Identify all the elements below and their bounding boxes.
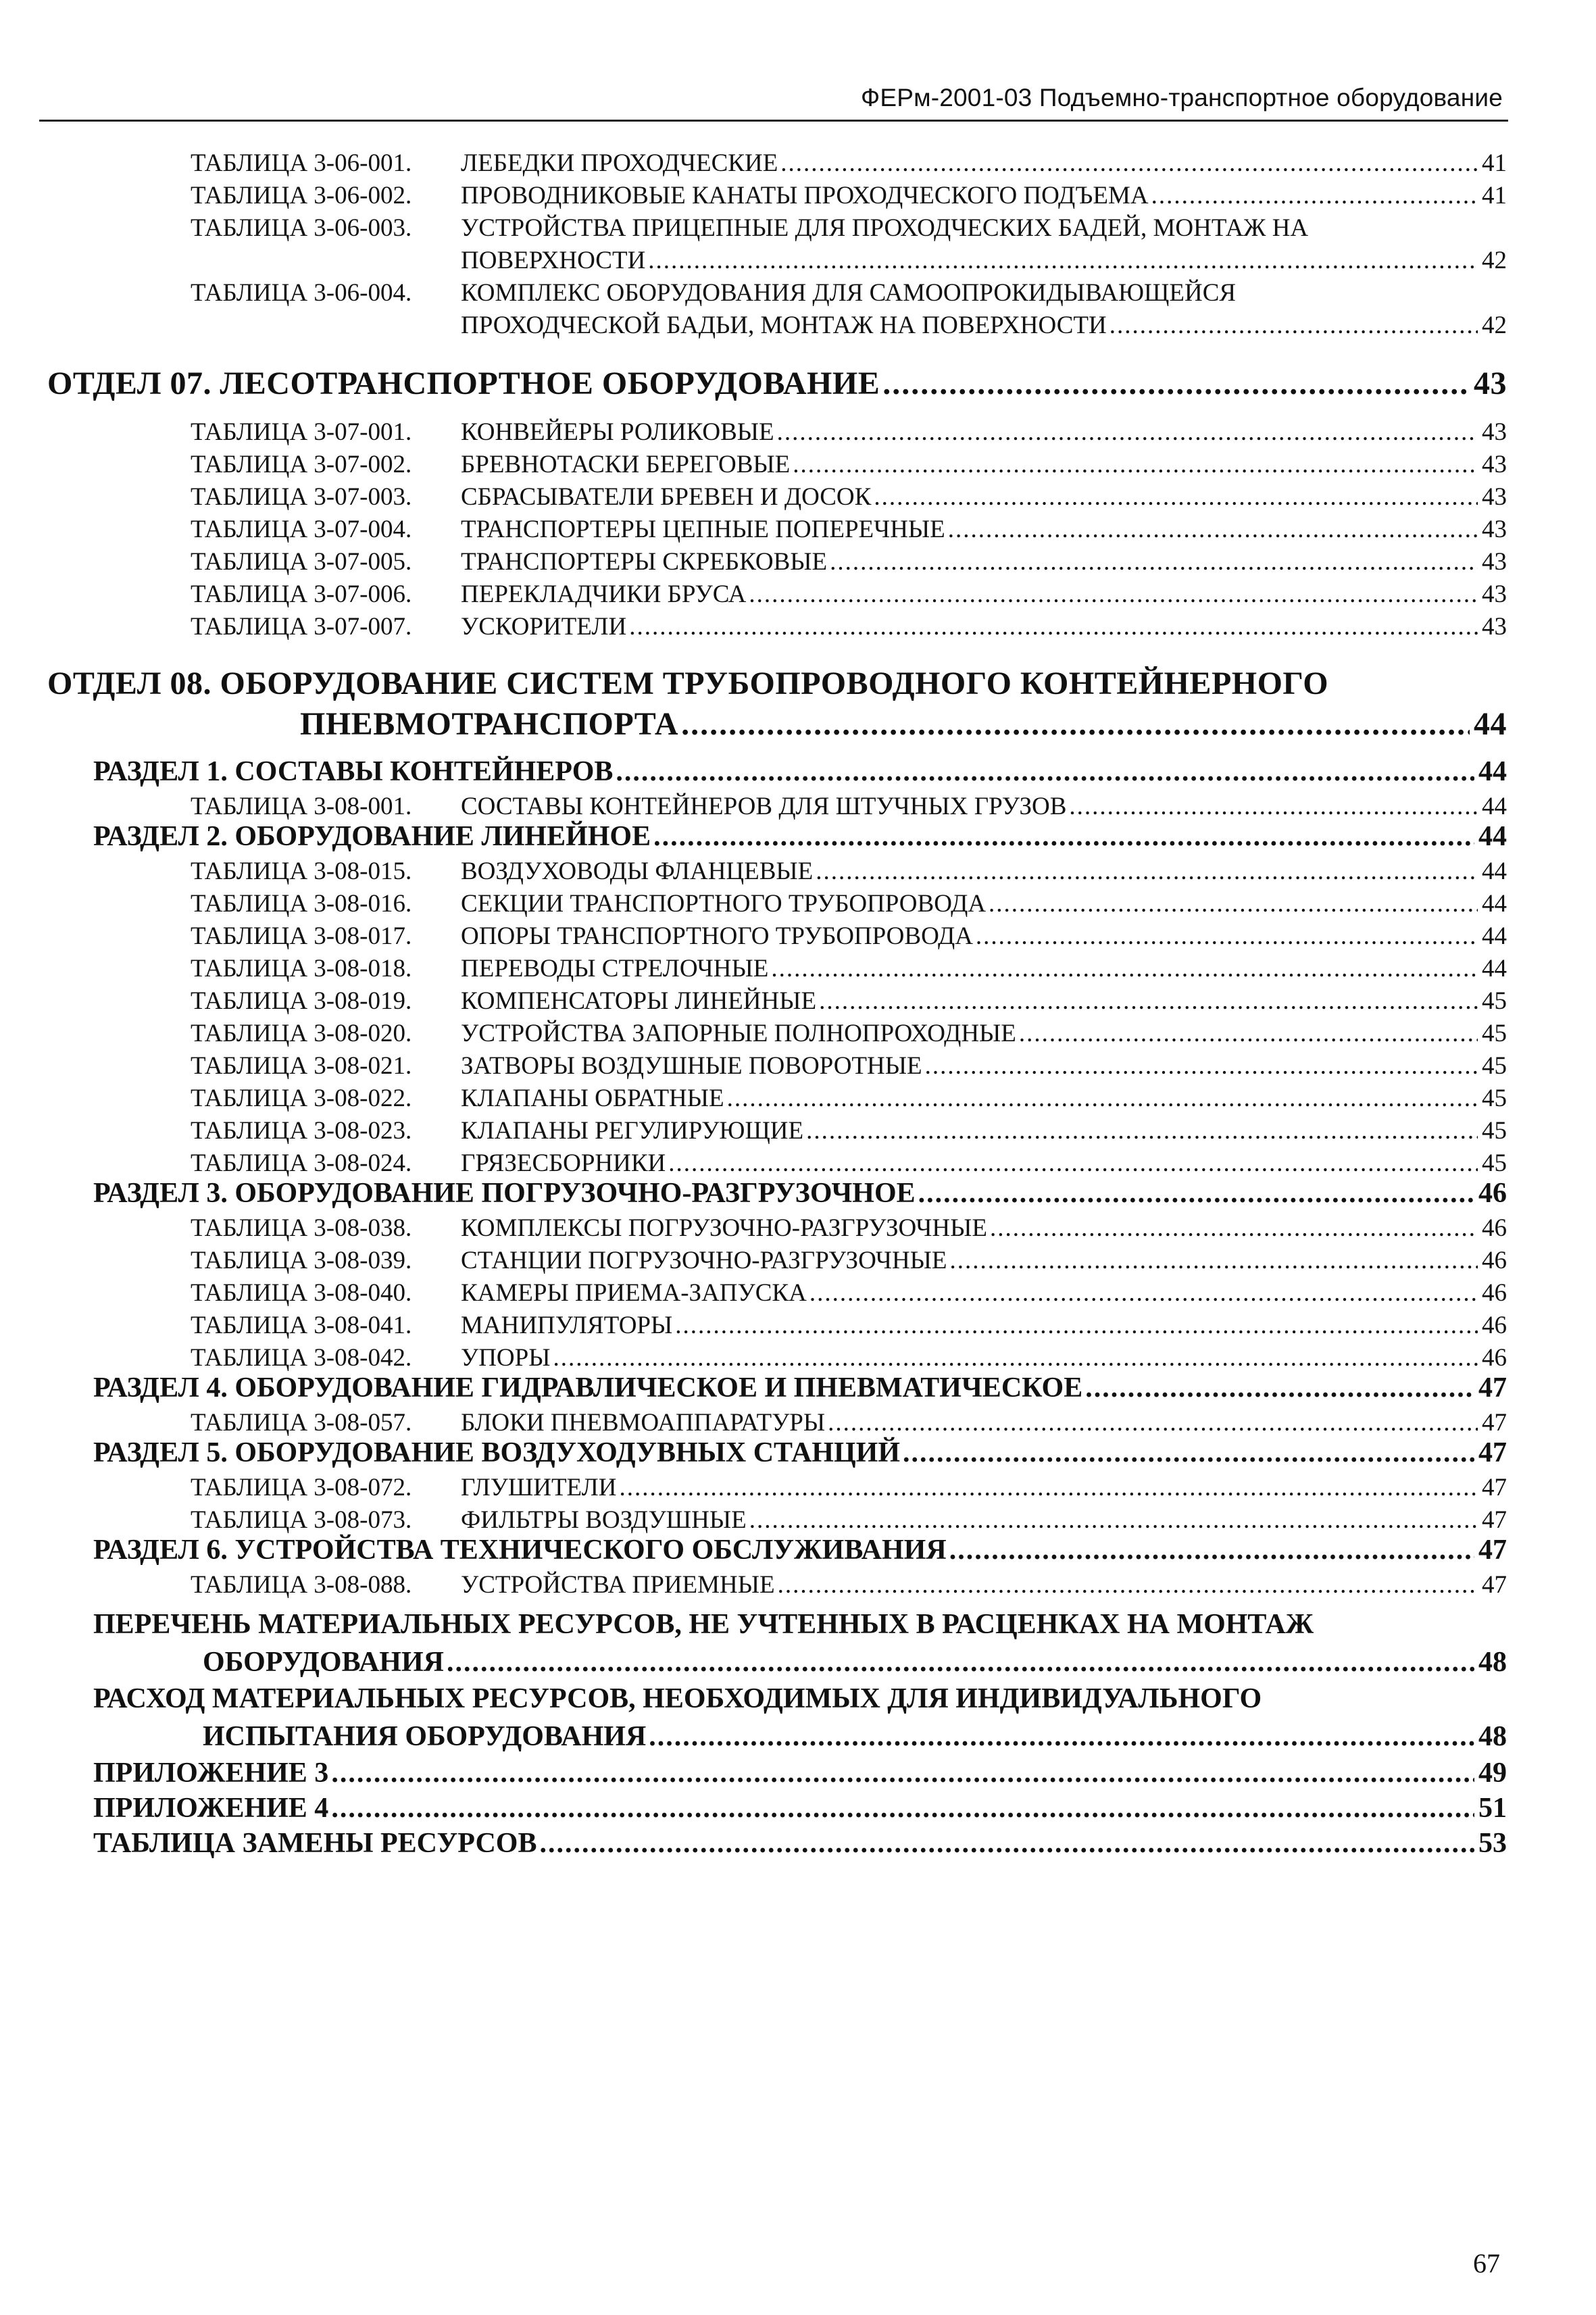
toc-entry-page: 47 [1482,1506,1507,1534]
toc-section-2[interactable] [93,820,1507,853]
toc-materials-usage-line1: РАСХОД МАТЕРИАЛЬНЫХ РЕСУРСОВ, НЕОБХОДИМЫХ ДЛЯ ИНДИВИДУАЛЬНОГО [93,1683,1262,1714]
toc-entry-code: ТАБЛИЦА 3-08-019. [191,987,412,1015]
toc-materials-list[interactable] [93,1608,1314,1641]
toc-entry-code: ТАБЛИЦА 3-08-015. [191,857,412,885]
toc-department-title-line1: ОТДЕЛ 08. ОБОРУДОВАНИЕ СИСТЕМ ТРУБОПРОВОДНОГО КОНТЕЙНЕРНОГО [47,666,1329,701]
toc-section-page: 47 [1478,1437,1507,1468]
toc-materials-usage-cont[interactable] [203,1720,1507,1753]
dot-leader [539,1827,1474,1860]
toc-entry-page: 45 [1482,987,1507,1015]
toc-appendix-title: ПРИЛОЖЕНИЕ 4 [93,1793,329,1824]
toc-entry-page: 45 [1482,1149,1507,1177]
toc-section-title: РАЗДЕЛ 1. СОСТАВЫ КОНТЕЙНЕРОВ [93,756,614,787]
toc-entry-3-08-019[interactable] [191,987,1507,1016]
toc-entry-code: ТАБЛИЦА 3-08-024. [191,1149,412,1177]
toc-entry-code: ТАБЛИЦА 3-08-040. [191,1279,412,1307]
toc-entry-page: 45 [1482,1117,1507,1145]
dot-leader [777,418,1478,447]
toc-department-page: 44 [1474,706,1507,742]
toc-entry-3-08-042[interactable] [191,1343,1507,1372]
toc-entry-code: ТАБЛИЦА 3-07-002. [191,451,412,478]
toc-entry-title: ГЛУШИТЕЛИ [461,1474,617,1501]
toc-entry-3-08-041[interactable] [191,1311,1507,1340]
toc-entry-3-08-018[interactable] [191,954,1507,983]
toc-section-3[interactable] [93,1177,1507,1210]
toc-entry-title: КОМПЕНСАТОРЫ ЛИНЕЙНЫЕ [461,987,817,1015]
dot-leader [780,149,1478,178]
dot-leader [778,1570,1478,1599]
toc-entry-3-08-040[interactable] [191,1278,1507,1308]
toc-entry-code: ТАБЛИЦА 3-08-018. [191,955,412,982]
toc-entry-page: 44 [1482,857,1507,885]
toc-entry-title: УСТРОЙСТВА ЗАПОРНЫЕ ПОЛНОПРОХОДНЫЕ [461,1020,1016,1047]
dot-leader [771,954,1478,983]
dot-leader [553,1343,1478,1372]
toc-entry-3-08-073[interactable] [191,1505,1507,1535]
toc-replacement-table-title: ТАБЛИЦА ЗАМЕНЫ РЕСУРСОВ [93,1828,537,1859]
toc-entry-3-08-024[interactable] [191,1149,1507,1178]
toc-appendix-page: 51 [1478,1793,1507,1824]
toc-entry-page: 41 [1482,149,1507,177]
toc-entry-3-08-072[interactable] [191,1473,1507,1502]
toc-appendix-page: 49 [1478,1758,1507,1789]
toc-entry-code: ТАБЛИЦА 3-07-007. [191,613,412,641]
toc-entry-title: ФИЛЬТРЫ ВОЗДУШНЫЕ [461,1506,747,1534]
toc-section-1[interactable] [93,755,1507,788]
toc-entry-title: КОМПЛЕКСЫ ПОГРУЗОЧНО-РАЗГРУЗОЧНЫЕ [461,1214,987,1242]
toc-entry-title: КЛАПАНЫ ОБРАТНЫЕ [461,1085,724,1112]
toc-entry-title: СЕКЦИИ ТРАНСПОРТНОГО ТРУБОПРОВОДА [461,890,987,918]
toc-entry-page: 41 [1482,182,1507,209]
toc-entry-code: ТАБЛИЦА 3-08-057. [191,1409,412,1437]
toc-entry-title: ПЕРЕВОДЫ СТРЕЛОЧНЫЕ [461,955,769,982]
toc-entry-title-line2: ПОВЕРХНОСТИ [461,247,646,274]
dot-leader [809,1278,1478,1308]
toc-entry-3-06-004[interactable] [191,278,1236,307]
dot-leader [990,1214,1478,1243]
toc-entry-page: 46 [1482,1344,1507,1372]
dot-leader [331,1792,1474,1824]
toc-entry-code: ТАБЛИЦА 3-06-001. [191,149,412,177]
toc-materials-list-cont[interactable] [203,1646,1507,1678]
toc-entry-title: ГРЯЗЕСБОРНИКИ [461,1149,666,1177]
toc-entry-page: 43 [1482,613,1507,641]
toc-department-title-line2: ПНЕВМОТРАНСПОРТА [300,706,679,742]
dot-leader [675,1311,1478,1340]
toc-entry-title-line2: ПРОХОДЧЕСКОЙ БАДЬИ, МОНТАЖ НА ПОВЕРХНОСТИ [461,312,1107,339]
toc-entry-code: ТАБЛИЦА 3-08-017. [191,922,412,950]
toc-entry-page: 43 [1482,451,1507,478]
toc-appendix-3[interactable] [93,1757,1507,1789]
toc-entry-title: КОНВЕЙЕРЫ РОЛИКОВЫЕ [461,418,774,446]
dot-leader [331,1757,1474,1789]
toc-entry-code: ТАБЛИЦА 3-07-005. [191,548,412,576]
toc-entry-title: ЗАТВОРЫ ВОЗДУШНЫЕ ПОВОРОТНЫЕ [461,1052,922,1080]
dot-leader [948,515,1478,544]
toc-entry-3-07-006[interactable] [191,580,1507,609]
toc-entry-page: 45 [1482,1085,1507,1112]
toc-entry-page: 44 [1482,922,1507,950]
dot-leader [681,705,1470,743]
toc-entry-title: БЛОКИ ПНЕВМОАППАРАТУРЫ [461,1409,826,1437]
toc-entry-code: ТАБЛИЦА 3-06-003. [191,214,412,242]
toc-entry-code: ТАБЛИЦА 3-08-022. [191,1085,412,1112]
toc-entry-3-06-003[interactable] [191,214,1308,243]
dot-leader [653,820,1474,853]
toc-entry-code: ТАБЛИЦА 3-08-001. [191,793,412,820]
dot-leader [819,987,1478,1016]
header-title: ФЕРм-2001-03 Подъемно-транспортное оборудование [861,84,1503,111]
toc-entry-code: ТАБЛИЦА 3-08-020. [191,1020,412,1047]
toc-entry-3-08-039[interactable] [191,1246,1507,1275]
toc-entry-title-line1: УСТРОЙСТВА ПРИЦЕПНЫЕ ДЛЯ ПРОХОДЧЕСКИХ БАДЕЙ, МОНТАЖ НА [461,214,1309,242]
toc-entry-code: ТАБЛИЦА 3-06-002. [191,182,412,209]
toc-entry-code: ТАБЛИЦА 3-08-041. [191,1312,412,1339]
toc-entry-title: УСКОРИТЕЛИ [461,613,627,641]
toc-entry-3-08-021[interactable] [191,1051,1507,1080]
toc-section-page: 47 [1478,1372,1507,1403]
toc-entry-code: ТАБЛИЦА 3-08-021. [191,1052,412,1080]
toc-department-08[interactable] [47,665,1328,702]
dot-leader [882,365,1470,402]
toc-entry-3-08-016[interactable] [191,889,1507,918]
dot-leader [949,1534,1474,1566]
toc-entry-page: 44 [1482,955,1507,982]
toc-entry-title: МАНИПУЛЯТОРЫ [461,1312,673,1339]
toc-entry-code: ТАБЛИЦА 3-07-003. [191,483,412,511]
toc-entry-3-08-088[interactable] [191,1570,1507,1599]
toc-materials-usage-line2: ИСПЫТАНИЯ ОБОРУДОВАНИЯ [203,1721,647,1752]
dot-leader [950,1246,1478,1275]
dot-leader [668,1149,1478,1178]
toc-section-title: РАЗДЕЛ 5. ОБОРУДОВАНИЕ ВОЗДУХОДУВНЫХ СТАНЦИЙ [93,1437,900,1468]
toc-entry-3-07-007[interactable] [191,612,1507,641]
toc-entry-3-08-038[interactable] [191,1214,1507,1243]
toc-materials-usage[interactable] [93,1683,1262,1715]
toc-entry-3-07-001[interactable] [191,418,1507,447]
toc-section-4[interactable] [93,1372,1507,1404]
toc-entry-code: ТАБЛИЦА 3-07-006. [191,580,412,608]
toc-entry-code: ТАБЛИЦА 3-08-042. [191,1344,412,1372]
dot-leader [619,1473,1478,1502]
toc-materials-list-line2: ОБОРУДОВАНИЯ [203,1647,444,1678]
dot-leader [749,580,1478,609]
toc-entry-title: КАМЕРЫ ПРИЕМА-ЗАПУСКА [461,1279,807,1307]
toc-department-title: ОТДЕЛ 07. ЛЕСОТРАНСПОРТНОЕ ОБОРУДОВАНИЕ [47,366,880,401]
toc-entry-3-06-002[interactable] [191,181,1507,210]
toc-entry-3-08-057[interactable] [191,1408,1507,1437]
toc-entry-title: СТАНЦИИ ПОГРУЗОЧНО-РАЗГРУЗОЧНЫЕ [461,1247,947,1274]
dot-leader [629,612,1478,641]
toc-entry-title: ЛЕБЕДКИ ПРОХОДЧЕСКИЕ [461,149,778,177]
dot-leader [976,922,1478,951]
toc-entry-3-08-020[interactable] [191,1019,1507,1048]
toc-entry-code: ТАБЛИЦА 3-08-039. [191,1247,412,1274]
dot-leader [1151,181,1478,210]
toc-entry-title: ПРОВОДНИКОВЫЕ КАНАТЫ ПРОХОДЧЕСКОГО ПОДЪЕМА [461,182,1149,209]
toc-department-07[interactable] [47,365,1507,402]
dot-leader [1069,792,1478,821]
toc-entry-title: КЛАПАНЫ РЕГУЛИРУЮЩИЕ [461,1117,804,1145]
toc-entry-3-07-002[interactable] [191,450,1507,479]
toc-section-page: 46 [1478,1178,1507,1209]
toc-department-page: 43 [1474,366,1507,401]
toc-section-page: 44 [1478,821,1507,852]
toc-entry-page: 42 [1482,312,1507,339]
toc-materials-list-line1: ПЕРЕЧЕНЬ МАТЕРИАЛЬНЫХ РЕСУРСОВ, НЕ УЧТЕННЫХ В РАСЦЕНКАХ НА МОНТАЖ [93,1609,1314,1640]
dot-leader [1085,1372,1474,1404]
toc-entry-3-07-005[interactable] [191,547,1507,576]
toc-section-5[interactable] [93,1437,1507,1469]
toc-entry-title: ТРАНСПОРТЕРЫ ЦЕПНЫЕ ПОПЕРЕЧНЫЕ [461,516,945,543]
toc-section-title: РАЗДЕЛ 4. ОБОРУДОВАНИЕ ГИДРАВЛИЧЕСКОЕ И ПНЕВМАТИЧЕСКОЕ [93,1372,1083,1403]
toc-appendix-4[interactable] [93,1792,1507,1824]
toc-entry-code: ТАБЛИЦА 3-07-001. [191,418,412,446]
toc-entry-page: 45 [1482,1052,1507,1080]
toc-entry-page: 45 [1482,1020,1507,1047]
dot-leader [918,1177,1474,1210]
toc-replacement-table-page: 53 [1478,1828,1507,1859]
dot-leader [828,1408,1478,1437]
toc-entry-page: 47 [1482,1409,1507,1437]
toc-materials-usage-page: 48 [1478,1721,1507,1752]
toc-section-page: 47 [1478,1535,1507,1566]
toc-entry-code: ТАБЛИЦА 3-08-088. [191,1571,412,1599]
dot-leader [903,1437,1474,1469]
toc-entry-page: 47 [1482,1474,1507,1501]
toc-entry-code: ТАБЛИЦА 3-06-004. [191,279,412,307]
toc-entry-page: 44 [1482,793,1507,820]
toc-entry-code: ТАБЛИЦА 3-08-038. [191,1214,412,1242]
toc-section-title: РАЗДЕЛ 3. ОБОРУДОВАНИЕ ПОГРУЗОЧНО-РАЗГРУЗОЧНОЕ [93,1178,916,1209]
dot-leader [816,857,1478,886]
toc-entry-page: 46 [1482,1247,1507,1274]
toc-section-6[interactable] [93,1534,1507,1566]
toc-entry-title: УСТРОЙСТВА ПРИЕМНЫЕ [461,1571,775,1599]
toc-entry-title: СОСТАВЫ КОНТЕЙНЕРОВ ДЛЯ ШТУЧНЫХ ГРУЗОВ [461,793,1067,820]
dot-leader [874,482,1478,512]
dot-leader [616,755,1474,788]
toc-entry-3-07-004[interactable] [191,515,1507,544]
toc-entry-3-08-001[interactable] [191,792,1507,821]
toc-entry-page: 43 [1482,580,1507,608]
dot-leader [989,889,1478,918]
toc-entry-page: 47 [1482,1571,1507,1599]
dot-leader [1109,311,1478,340]
dot-leader [830,547,1478,576]
toc-section-title: РАЗДЕЛ 2. ОБОРУДОВАНИЕ ЛИНЕЙНОЕ [93,821,651,852]
toc-entry-title: СБРАСЫВАТЕЛИ БРЕВЕН И ДОСОК [461,483,872,511]
toc-entry-title-line1: КОМПЛЕКС ОБОРУДОВАНИЯ ДЛЯ САМООПРОКИДЫВАЮЩЕЙСЯ [461,279,1237,307]
toc-entry-title: ВОЗДУХОВОДЫ ФЛАНЦЕВЫЕ [461,857,814,885]
toc-materials-list-page: 48 [1478,1647,1507,1678]
toc-department-08-cont[interactable] [300,705,1507,743]
dot-leader [648,246,1478,275]
toc-entry-page: 43 [1482,516,1507,543]
dot-leader [649,1720,1474,1753]
toc-entry-page: 46 [1482,1214,1507,1242]
toc-entry-3-06-001[interactable] [191,149,1507,178]
toc-entry-page: 46 [1482,1312,1507,1339]
toc-entry-page: 44 [1482,890,1507,918]
dot-leader [925,1051,1478,1080]
toc-appendix-title: ПРИЛОЖЕНИЕ 3 [93,1758,329,1789]
toc-entry-title: ПЕРЕКЛАДЧИКИ БРУСА [461,580,747,608]
toc-entry-title: ТРАНСПОРТЕРЫ СКРЕБКОВЫЕ [461,548,828,576]
toc-entry-page: 46 [1482,1279,1507,1307]
toc-entry-code: ТАБЛИЦА 3-08-016. [191,890,412,918]
toc-entry-code: ТАБЛИЦА 3-08-023. [191,1117,412,1145]
toc-entry-3-06-003-cont[interactable] [461,246,1507,275]
dot-leader [806,1116,1478,1145]
dot-leader [793,450,1478,479]
toc-entry-code: ТАБЛИЦА 3-08-072. [191,1474,412,1501]
toc-entry-title: УПОРЫ [461,1344,551,1372]
toc-entry-3-08-022[interactable] [191,1084,1507,1113]
toc-entry-3-08-017[interactable] [191,922,1507,951]
dot-leader [447,1646,1474,1678]
toc-entry-page: 43 [1482,548,1507,576]
toc-entry-title: ОПОРЫ ТРАНСПОРТНОГО ТРУБОПРОВОДА [461,922,973,950]
toc-entry-code: ТАБЛИЦА 3-07-004. [191,516,412,543]
toc-entry-3-07-003[interactable] [191,482,1507,512]
toc-entry-3-06-004-cont[interactable] [461,311,1507,340]
toc-entry-page: 43 [1482,418,1507,446]
page-number: 67 [1473,2248,1500,2279]
toc-entry-3-08-015[interactable] [191,857,1507,886]
toc-entry-3-08-023[interactable] [191,1116,1507,1145]
dot-leader [1019,1019,1478,1048]
toc-entry-title: БРЕВНОТАСКИ БЕРЕГОВЫЕ [461,451,791,478]
dot-leader [727,1084,1478,1113]
toc-section-title: РАЗДЕЛ 6. УСТРОЙСТВА ТЕХНИЧЕСКОГО ОБСЛУЖИВАНИЯ [93,1535,947,1566]
toc-entry-code: ТАБЛИЦА 3-08-073. [191,1506,412,1534]
toc-section-page: 44 [1478,756,1507,787]
toc-entry-page: 43 [1482,483,1507,511]
dot-leader [749,1505,1478,1535]
toc-entry-page: 42 [1482,247,1507,274]
toc-replacement-table[interactable] [93,1827,1507,1860]
